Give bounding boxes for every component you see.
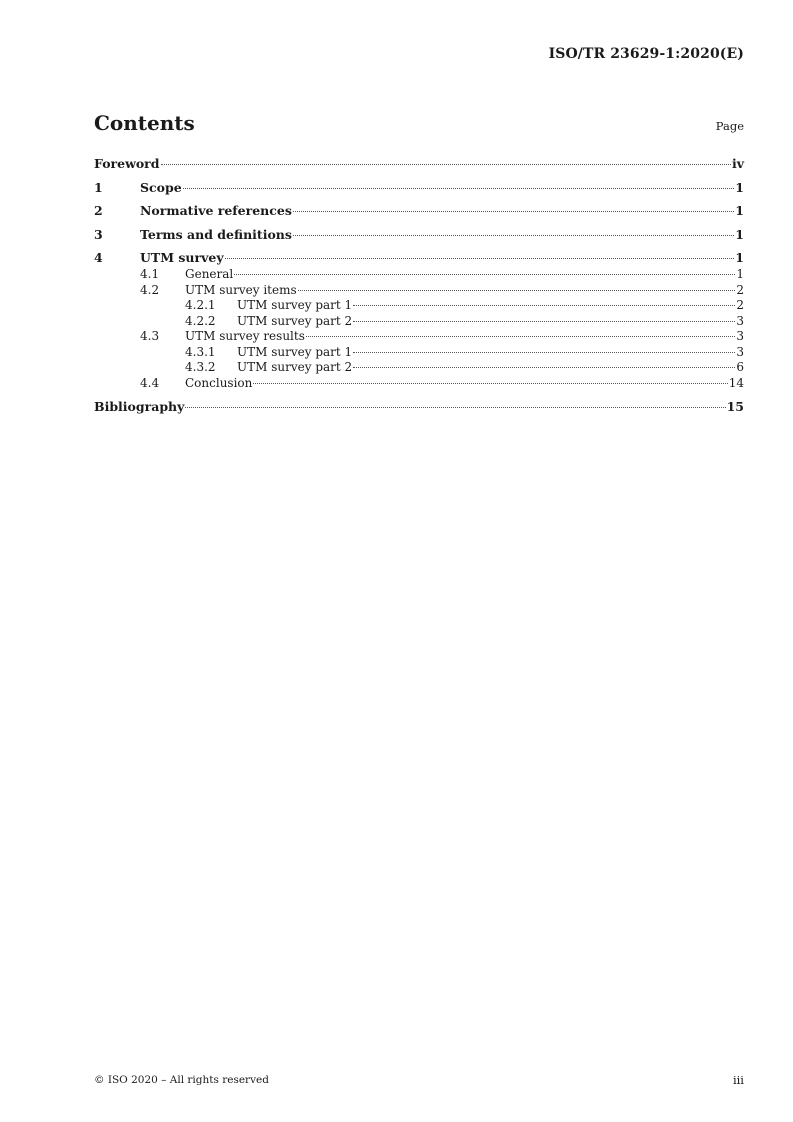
dot-leader	[293, 211, 734, 212]
page-column-label: Page	[715, 119, 744, 133]
dot-leader	[353, 305, 735, 306]
toc-entry-title: UTM survey results	[185, 329, 305, 343]
toc-entry-number: 4.3.1	[185, 344, 216, 359]
toc-entry-scope[interactable]	[94, 179, 744, 203]
dot-leader	[161, 164, 731, 165]
toc-entry-number: 4.3.2	[185, 360, 216, 374]
toc-entry-bibliography[interactable]	[94, 398, 744, 422]
dot-leader	[353, 321, 735, 322]
toc-entry-utm-survey[interactable]	[94, 249, 744, 267]
toc-entry-page: 1	[735, 226, 744, 242]
toc-entry-page: 2	[736, 298, 744, 312]
toc-entry-page: 1	[735, 203, 744, 218]
toc-entry-conclusion[interactable]	[94, 376, 744, 398]
toc-entry-page: 3	[736, 313, 744, 328]
toc-entry-results-part-2[interactable]	[94, 360, 744, 376]
toc-entry-page: 15	[726, 398, 744, 414]
toc-entry-page: 6	[736, 360, 744, 374]
toc-entry-title: General	[185, 267, 234, 281]
toc-entry-title: UTM survey part 1	[237, 298, 353, 312]
toc-entry-number: 4.1	[140, 267, 160, 281]
toc-entry-page: 1	[735, 250, 744, 265]
table-of-contents	[94, 155, 744, 421]
toc-entry-title: Terms and definitions	[140, 226, 292, 242]
toc-entry-page: iv	[731, 156, 744, 171]
toc-entry-title: UTM survey part 2	[237, 360, 353, 374]
toc-entry-title: UTM survey	[140, 250, 224, 265]
dot-leader	[185, 407, 725, 408]
page-number: iii	[732, 1073, 744, 1087]
toc-entry-page: 3	[736, 329, 744, 343]
toc-entry-title: Normative references	[140, 203, 292, 218]
toc-entry-number: 4.2.2	[185, 313, 216, 328]
toc-entry-general[interactable]	[94, 267, 744, 283]
toc-entry-title: Bibliography	[94, 398, 185, 414]
toc-entry-utm-survey-items[interactable]	[94, 283, 744, 299]
document-id: ISO/TR 23629-1:2020(E)	[548, 46, 744, 62]
toc-entry-title: UTM survey part 2	[237, 313, 353, 328]
toc-entry-title: UTM survey items	[185, 282, 297, 297]
toc-entry-title: Scope	[140, 179, 182, 195]
toc-entry-results-part-1[interactable]	[94, 345, 744, 361]
toc-entry-normative-references[interactable]	[94, 202, 744, 226]
toc-entry-utm-survey-results[interactable]	[94, 329, 744, 345]
toc-entry-page: 3	[736, 344, 744, 359]
toc-entry-number: 4.2.1	[185, 298, 216, 312]
toc-entry-items-part-2[interactable]	[94, 314, 744, 330]
copyright-notice: © ISO 2020 – All rights reserved	[94, 1074, 269, 1086]
dot-leader	[353, 367, 735, 368]
toc-entry-title: Conclusion	[185, 375, 253, 390]
toc-entry-page: 14	[728, 375, 744, 390]
toc-entry-foreword[interactable]	[94, 155, 744, 179]
toc-entry-items-part-1[interactable]	[94, 298, 744, 314]
toc-entry-number: 4.2	[140, 282, 160, 297]
dot-leader	[353, 352, 735, 353]
toc-entry-page: 1	[736, 267, 744, 281]
toc-entry-title: UTM survey part 1	[237, 344, 353, 359]
toc-entry-page: 2	[736, 282, 744, 297]
toc-entry-number: 3	[94, 226, 103, 242]
toc-entry-number: 4.3	[140, 329, 160, 343]
dot-leader	[183, 188, 735, 189]
dot-leader	[306, 336, 736, 337]
dot-leader	[234, 274, 735, 275]
toc-entry-terms-and-definitions[interactable]	[94, 226, 744, 250]
dot-leader	[298, 290, 736, 291]
toc-entry-page: 1	[735, 179, 744, 195]
dot-leader	[253, 383, 727, 384]
toc-entry-title: Foreword	[94, 156, 160, 171]
toc-entry-number: 1	[94, 179, 103, 195]
toc-entry-number: 4.4	[140, 375, 160, 390]
toc-entry-number: 2	[94, 203, 103, 218]
toc-entry-number: 4	[94, 250, 103, 265]
page-title: Contents	[94, 111, 195, 135]
dot-leader	[293, 235, 734, 236]
dot-leader	[225, 258, 735, 259]
